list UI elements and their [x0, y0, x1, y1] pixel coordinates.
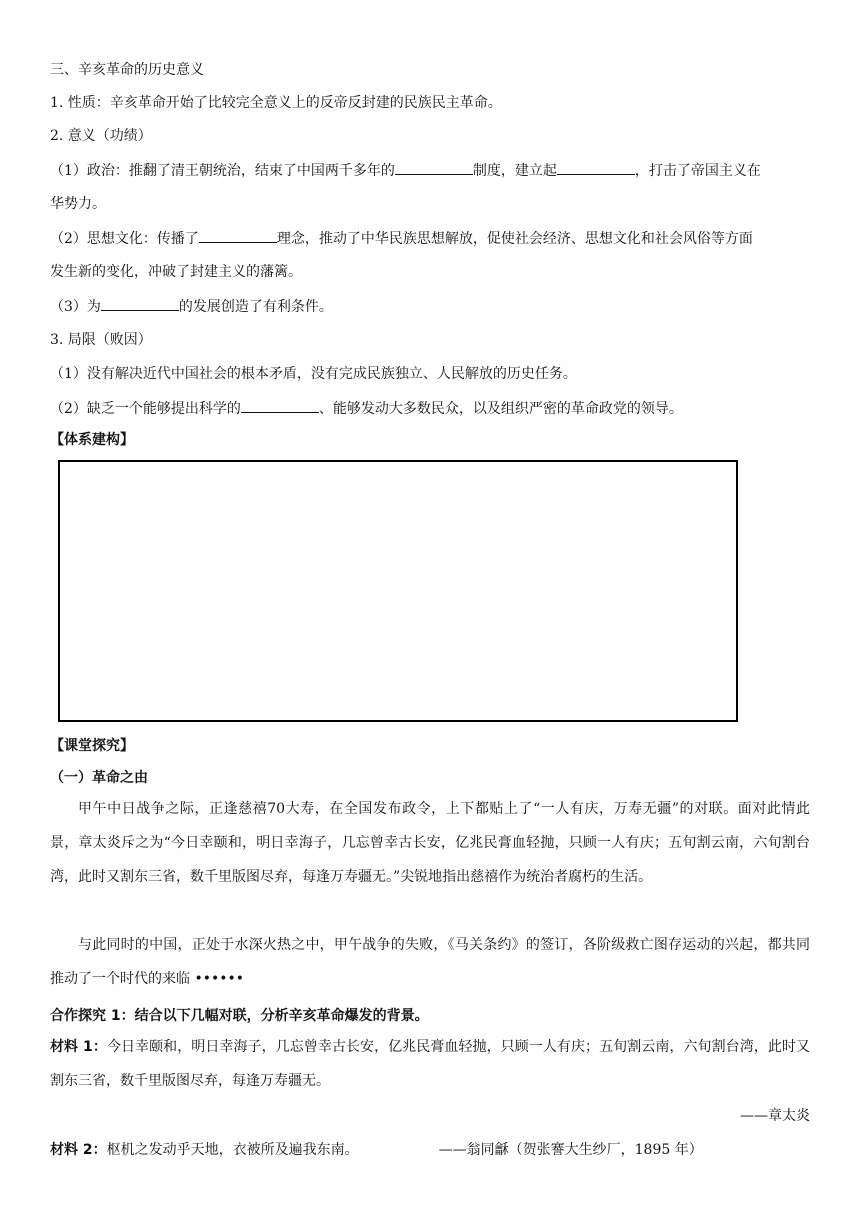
culture-text-1: （2）思想文化：传播了 [50, 231, 199, 247]
subsection-heading: （一）革命之由 [50, 770, 148, 786]
significance-heading: 2. 意义（功绩） [50, 128, 152, 144]
political-text-2: 制度，建立起 [472, 163, 557, 179]
development-text-2: 的发展创造了有利条件。 [178, 299, 333, 315]
limitation-item-2 [50, 398, 810, 419]
material-2 [50, 1140, 810, 1160]
blank-field[interactable] [395, 160, 473, 175]
blank-field[interactable] [241, 398, 319, 413]
culture-item-cont: 发生新的变化，冲破了封建主义的藩篱。 [50, 264, 302, 280]
blank-field[interactable] [199, 228, 277, 243]
limitation-item-1: （1）没有解决近代中国社会的根本矛盾，没有完成民族独立、人民解放的历史任务。 [50, 366, 577, 382]
material-1-label: 材料 1： [50, 1039, 107, 1055]
political-item-cont: 华势力。 [50, 196, 106, 212]
material-1 [50, 1030, 810, 1098]
limitation-text-2: 、能够发动大多数民众，以及组织严密的革命政党的领导。 [318, 401, 683, 417]
political-text-3: ，打击了帝国主义在 [634, 163, 761, 179]
intro-paragraph-2: 与此同时的中国，正处于水深火热之中，甲午战争的失败，《马关条约》的签订，各阶级救亡图存运动的兴起，都共同推动了一个时代的来临 •••••• [50, 937, 810, 987]
limitation-heading: 3. 局限（败因） [50, 332, 152, 348]
material-1-author: ——章太炎 [740, 1108, 810, 1124]
political-item [50, 160, 810, 181]
intro-paragraph-1: 甲午中日战争之际，正逢慈禧70大寿，在全国发布政令，上下都贴上了“一人有庆，万寿无疆”的对联。面对此情此景，章太炎斥之为“今日幸颐和，明日幸海子，几忘曾幸古长安，亿兆民膏血轻抛，只顾一人有庆；五旬割云南，六旬割台湾，此时又割东三省，数千里版图尽弃，每逢万寿疆无。”尖锐地指出慈禧作为统治者腐朽的生活。 [50, 801, 810, 885]
blank-field[interactable] [101, 296, 179, 311]
material-1-text: 今日幸颐和，明日幸海子，几忘曾幸古长安，亿兆民膏血轻抛，只顾一人有庆；五旬割云南，六旬割台湾，此时又割东三省，数千里版图尽弃，每逢万寿疆无。 [50, 1039, 810, 1089]
section-heading: 三、辛亥革命的历史意义 [50, 62, 204, 78]
system-heading: 【体系建构】 [50, 432, 134, 448]
material-2-text: 枢机之发动乎天地，衣被所及遍我东南。 [106, 1142, 359, 1158]
development-text-1: （3）为 [50, 299, 101, 315]
material-2-author: ——翁同龢（贺张謇大生纱厂，1895 年） [438, 1142, 703, 1158]
culture-item [50, 228, 810, 249]
class-heading: 【课堂探究】 [50, 738, 134, 754]
culture-text-2: 理念，推动了中华民族思想解放，促使社会经济、思想文化和社会风俗等方面 [276, 231, 753, 247]
blank-field[interactable] [557, 160, 635, 175]
limitation-text-1: （2）缺乏一个能够提出科学的 [50, 401, 241, 417]
material-2-label: 材料 2： [50, 1142, 107, 1158]
cooperation-heading: 合作探究 1：结合以下几幅对联，分析辛亥革命爆发的背景。 [50, 1008, 429, 1024]
nature-item: 1. 性质：辛亥革命开始了比较完全意义上的反帝反封建的民族民主革命。 [50, 95, 502, 111]
system-construction-box[interactable] [58, 460, 738, 722]
political-text-1: （1）政治：推翻了清王朝统治，结束了中国两千多年的 [50, 163, 395, 179]
development-item [50, 296, 810, 317]
